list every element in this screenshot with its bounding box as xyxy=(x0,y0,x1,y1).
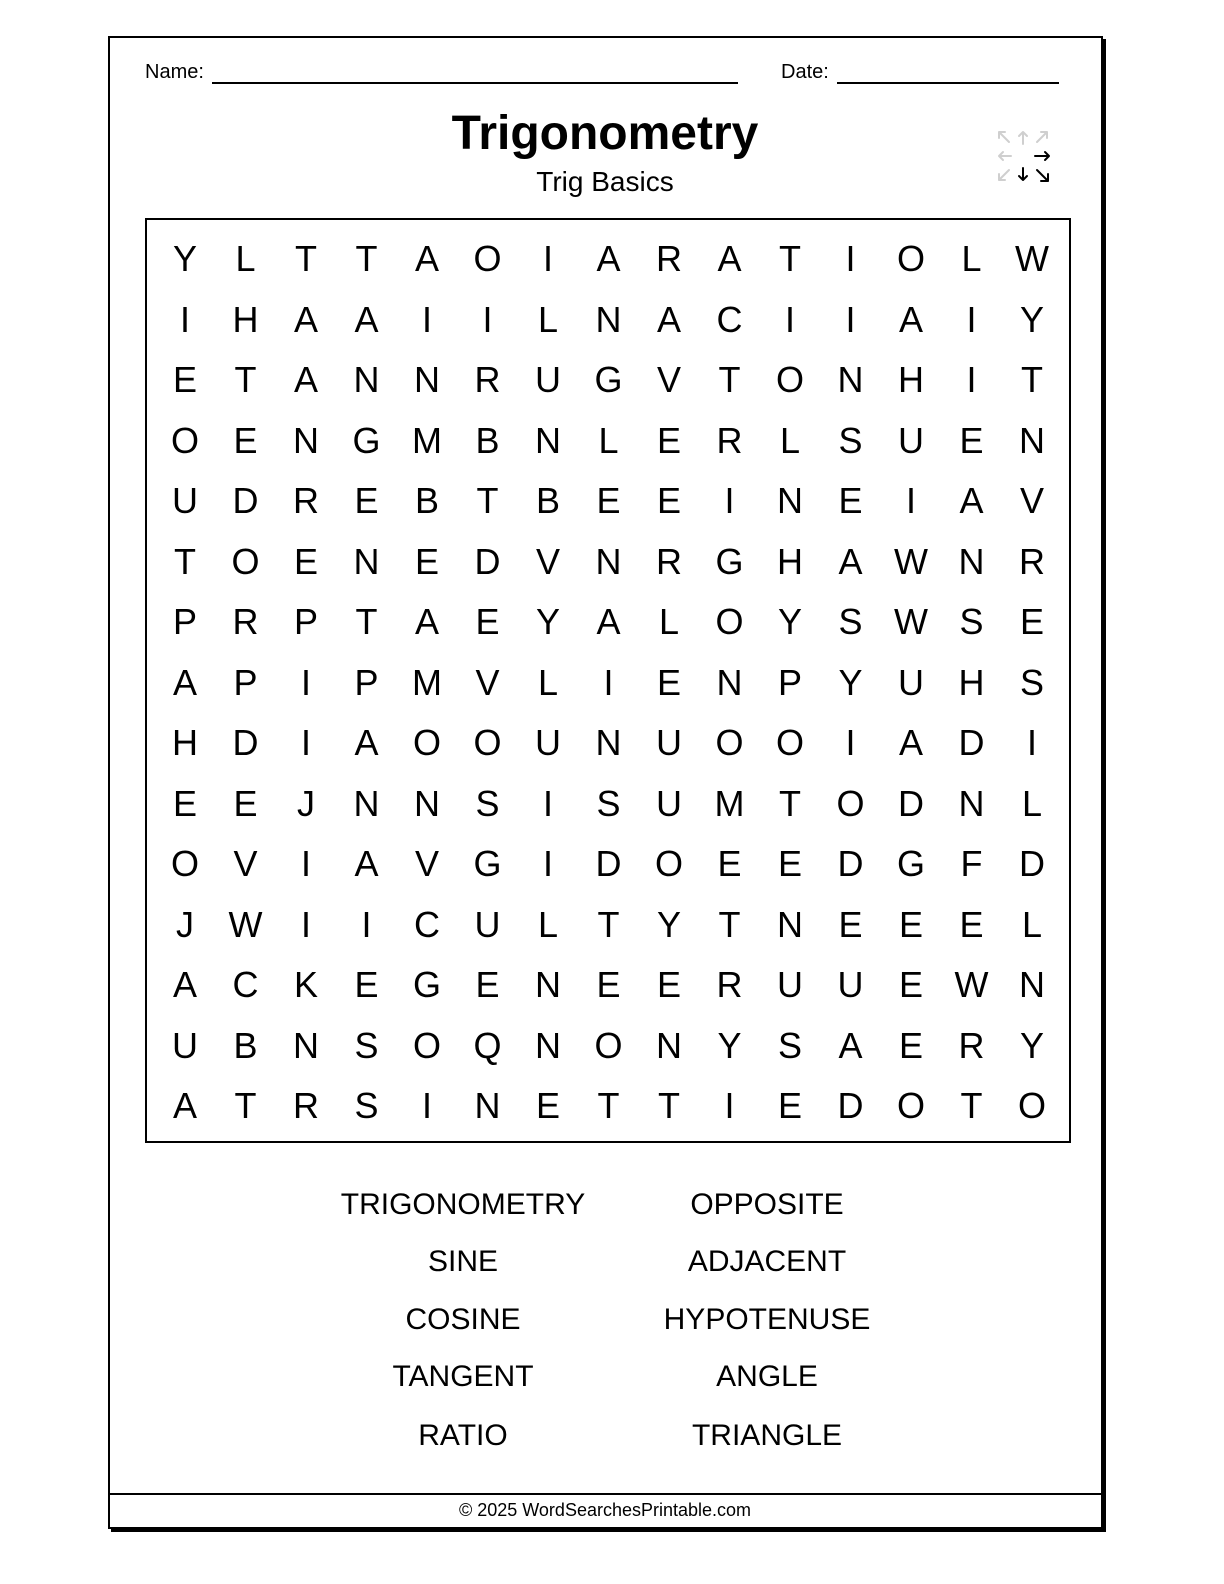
grid-letter[interactable]: D xyxy=(898,782,924,824)
grid-letter[interactable]: I xyxy=(845,238,856,279)
grid-letter[interactable]: I xyxy=(300,661,311,703)
grid-letter[interactable]: T xyxy=(1021,359,1043,400)
grid-letter[interactable]: N xyxy=(958,540,985,582)
grid-letter[interactable]: U xyxy=(656,782,682,824)
grid-letter[interactable]: L xyxy=(658,601,680,642)
grid-letter[interactable]: O xyxy=(170,843,199,884)
grid-letter[interactable]: R xyxy=(958,1024,985,1066)
grid-letter[interactable]: G xyxy=(352,419,381,461)
grid-letter[interactable]: Y xyxy=(172,238,197,279)
name-line[interactable] xyxy=(212,60,738,84)
grid-letter[interactable]: S xyxy=(475,782,500,824)
grid-letter[interactable]: A xyxy=(596,601,621,642)
grid-letter[interactable]: T xyxy=(355,238,378,279)
grid-letter[interactable]: O xyxy=(170,419,199,461)
grid-letter[interactable]: N xyxy=(535,419,561,461)
grid-letter[interactable]: T xyxy=(234,359,257,400)
grid-letter[interactable]: V xyxy=(414,843,439,884)
copyright-footer: © 2025 WordSearchesPrintable.com xyxy=(458,1500,752,1520)
grid-letter[interactable]: E xyxy=(656,480,681,521)
grid-letter[interactable]: I xyxy=(966,298,977,340)
word-list-item: ADJACENT xyxy=(687,1245,847,1278)
grid-letter[interactable]: N xyxy=(777,903,803,945)
grid-letter[interactable]: E xyxy=(354,480,379,521)
grid-letter[interactable]: R xyxy=(716,419,743,461)
grid-letter[interactable]: N xyxy=(716,661,743,703)
grid-letter[interactable]: A xyxy=(414,601,439,642)
grid-letter[interactable]: E xyxy=(172,359,197,400)
grid-letter[interactable]: Y xyxy=(717,1024,742,1066)
grid-letter[interactable]: C xyxy=(232,964,259,1005)
grid-letter[interactable]: I xyxy=(845,722,856,763)
grid-letter[interactable]: K xyxy=(293,964,318,1005)
grid-letter[interactable]: L xyxy=(1021,782,1043,824)
grid-letter[interactable]: G xyxy=(715,540,744,582)
grid-letter[interactable]: S xyxy=(838,419,863,461)
word-list-item: HYPOTENUSE xyxy=(663,1303,871,1336)
grid-letter[interactable]: S xyxy=(777,1024,802,1066)
grid-letter[interactable]: W xyxy=(954,964,989,1005)
grid-letter[interactable]: I xyxy=(361,903,372,945)
grid-letter[interactable]: I xyxy=(905,480,916,521)
grid-letter[interactable]: U xyxy=(535,359,561,400)
grid-letter[interactable]: I xyxy=(300,903,311,945)
letter-grid xyxy=(145,218,1071,1143)
grid-letter[interactable]: A xyxy=(717,238,742,279)
grid-letter[interactable]: M xyxy=(714,782,745,824)
grid-letter[interactable]: Q xyxy=(473,1024,502,1066)
grid-letter[interactable]: N xyxy=(353,540,380,582)
grid-letter[interactable]: G xyxy=(896,843,925,884)
grid-letter[interactable]: N xyxy=(414,359,440,400)
grid-letter[interactable]: U xyxy=(172,480,198,521)
grid-letter[interactable]: N xyxy=(293,1024,319,1066)
grid-letter[interactable]: I xyxy=(845,298,856,340)
grid-letter[interactable]: G xyxy=(594,359,623,400)
grid-letter[interactable]: N xyxy=(293,419,319,461)
word-list-item: SINE xyxy=(427,1245,499,1278)
date-label: Date: xyxy=(781,61,829,83)
grid-letter[interactable]: O xyxy=(896,238,925,279)
grid-letter[interactable]: S xyxy=(959,601,984,642)
name-field[interactable] xyxy=(145,60,738,84)
word-list-item: TRIGONOMETRY xyxy=(340,1188,586,1221)
grid-letter[interactable]: C xyxy=(716,298,743,340)
grid-letter[interactable]: B xyxy=(535,480,560,521)
grid-letter[interactable]: I xyxy=(724,480,735,521)
grid-letter[interactable]: O xyxy=(654,843,683,884)
grid-letter[interactable]: G xyxy=(473,843,502,884)
grid-letter[interactable]: R xyxy=(656,238,682,279)
grid-letter[interactable]: E xyxy=(898,903,923,945)
grid-letter[interactable]: F xyxy=(960,843,983,884)
grid-letter[interactable]: N xyxy=(535,1024,561,1066)
grid-letter[interactable]: E xyxy=(656,661,681,703)
grid-letter[interactable]: L xyxy=(537,661,559,703)
grid-letter[interactable]: O xyxy=(412,1024,441,1066)
grid-letter[interactable]: E xyxy=(233,419,258,461)
grid-letter[interactable]: D xyxy=(595,843,622,884)
grid-letter[interactable]: I xyxy=(300,843,311,884)
grid-letter[interactable]: N xyxy=(474,1085,501,1126)
grid-letter[interactable]: E xyxy=(475,964,500,1005)
grid-letter[interactable]: E xyxy=(898,964,923,1005)
grid-letter[interactable]: O xyxy=(775,722,804,763)
grid-letter[interactable]: E xyxy=(172,782,197,824)
grid-letter[interactable]: E xyxy=(898,1024,923,1066)
grid-letter[interactable]: V xyxy=(233,843,258,884)
grid-letter[interactable]: L xyxy=(235,238,256,279)
grid-letter[interactable]: O xyxy=(715,601,744,642)
grid-letter[interactable]: A xyxy=(354,298,379,340)
grid-letter[interactable]: I xyxy=(784,298,795,340)
grid-letter[interactable]: E xyxy=(475,601,500,642)
grid-letter[interactable]: E xyxy=(656,964,681,1005)
grid-letter[interactable]: H xyxy=(777,540,803,582)
grid-letter[interactable]: P xyxy=(354,661,379,703)
grid-letter[interactable]: E xyxy=(838,480,863,521)
grid-letter[interactable]: R xyxy=(1019,540,1045,582)
grid-letter[interactable]: I xyxy=(542,238,553,279)
grid-letter[interactable]: R xyxy=(474,359,501,400)
grid-letter[interactable]: T xyxy=(658,1085,680,1126)
grid-letter[interactable]: E xyxy=(838,903,863,945)
grid-letter[interactable]: Y xyxy=(838,661,863,703)
grid-letter[interactable]: R xyxy=(293,480,319,521)
grid-letter[interactable]: D xyxy=(837,843,864,884)
grid-letter[interactable]: T xyxy=(355,601,378,642)
grid-letter[interactable]: A xyxy=(293,359,318,400)
grid-letter[interactable]: M xyxy=(412,661,442,703)
grid-letter[interactable]: T xyxy=(779,782,801,824)
grid-letter[interactable]: N xyxy=(353,782,380,824)
grid-letter[interactable]: B xyxy=(414,480,439,521)
grid-letter[interactable]: E xyxy=(656,419,681,461)
grid-letter[interactable]: N xyxy=(595,298,622,340)
grid-letter[interactable]: E xyxy=(535,1085,560,1126)
grid-letter[interactable]: N xyxy=(656,1024,682,1066)
grid-letter[interactable]: N xyxy=(595,722,622,763)
grid-letter[interactable]: U xyxy=(656,722,682,763)
grid-letter[interactable]: I xyxy=(421,298,432,340)
grid-letter[interactable]: J xyxy=(297,782,315,824)
grid-letter[interactable]: I xyxy=(1026,722,1037,763)
grid-letter[interactable]: A xyxy=(656,298,681,340)
grid-letter[interactable]: T xyxy=(718,359,741,400)
grid-letter[interactable]: L xyxy=(779,419,801,461)
grid-letter[interactable]: E xyxy=(777,1085,802,1126)
grid-letter[interactable]: L xyxy=(598,419,619,461)
grid-letter[interactable]: O xyxy=(775,359,804,400)
grid-letter[interactable]: E xyxy=(233,782,258,824)
grid-letter[interactable]: S xyxy=(354,1085,379,1126)
direction-arrows-icon xyxy=(995,128,1055,186)
grid-letter[interactable]: T xyxy=(718,903,741,945)
grid-letter[interactable]: E xyxy=(354,964,379,1005)
grid-letter[interactable]: V xyxy=(475,661,500,703)
grid-letter[interactable]: W xyxy=(228,903,263,945)
grid-letter[interactable]: E xyxy=(293,540,318,582)
grid-letter[interactable]: I xyxy=(300,722,311,763)
grid-letter[interactable]: U xyxy=(172,1024,198,1066)
grid-letter[interactable]: R xyxy=(656,540,682,582)
grid-letter[interactable]: O xyxy=(594,1024,623,1066)
grid-letter[interactable]: H xyxy=(232,298,259,340)
grid-letter[interactable]: E xyxy=(1019,601,1044,642)
word-list-item: OPPOSITE xyxy=(690,1188,844,1221)
grid-letter[interactable]: E xyxy=(777,843,802,884)
grid-letter[interactable]: A xyxy=(172,661,197,703)
grid-letter[interactable]: I xyxy=(603,661,614,703)
grid-letter[interactable]: N xyxy=(353,359,380,400)
grid-letter[interactable]: T xyxy=(779,238,801,279)
grid-letter[interactable]: A xyxy=(293,298,318,340)
name-label: Name: xyxy=(145,61,204,83)
grid-letter[interactable]: O xyxy=(473,722,502,763)
grid-letter[interactable]: T xyxy=(960,1085,983,1126)
grid-letter[interactable]: N xyxy=(958,782,985,824)
grid-letter[interactable]: A xyxy=(414,238,439,279)
grid-letter[interactable]: N xyxy=(1019,419,1045,461)
grid-letter[interactable]: E xyxy=(596,480,621,521)
grid-letter[interactable]: U xyxy=(898,419,924,461)
grid-letter[interactable]: L xyxy=(537,903,559,945)
grid-letter[interactable]: E xyxy=(717,843,742,884)
grid-letter[interactable]: B xyxy=(475,419,500,461)
grid-letter[interactable]: D xyxy=(1019,843,1045,884)
grid-letter[interactable]: G xyxy=(412,964,441,1005)
grid-letter[interactable]: O xyxy=(896,1085,925,1126)
grid-letter[interactable]: R xyxy=(293,1085,319,1126)
grid-letter[interactable]: I xyxy=(542,843,553,884)
grid-letter[interactable]: W xyxy=(894,540,928,582)
grid-letter[interactable]: V xyxy=(535,540,560,582)
grid-letter[interactable]: A xyxy=(898,298,923,340)
grid-letter[interactable]: E xyxy=(596,964,621,1005)
grid-letter[interactable]: N xyxy=(595,540,622,582)
grid-letter[interactable]: D xyxy=(232,480,259,521)
grid-letter[interactable]: R xyxy=(232,601,259,642)
word-list-item: TANGENT xyxy=(392,1360,534,1393)
grid-letter[interactable]: N xyxy=(414,782,440,824)
grid-letter[interactable]: T xyxy=(597,903,620,945)
grid-letter[interactable]: L xyxy=(1021,903,1043,945)
date-field[interactable] xyxy=(781,60,1059,84)
grid-letter[interactable]: I xyxy=(179,298,190,340)
grid-letter[interactable]: E xyxy=(414,540,439,582)
page-title: Trigonometry xyxy=(451,107,759,160)
grid-letter[interactable]: U xyxy=(837,964,864,1005)
grid-letter[interactable]: O xyxy=(231,540,260,582)
grid-letter[interactable]: A xyxy=(172,964,197,1005)
grid-letter[interactable]: J xyxy=(176,903,194,945)
grid-letter[interactable]: D xyxy=(474,540,501,582)
grid-letter[interactable]: S xyxy=(596,782,621,824)
footer-divider xyxy=(108,1493,1103,1495)
grid-letter[interactable]: I xyxy=(421,1085,432,1126)
grid-letter[interactable]: O xyxy=(836,782,865,824)
grid-letter[interactable]: E xyxy=(959,903,984,945)
word-list-item: TRIANGLE xyxy=(691,1419,843,1452)
grid-letter[interactable]: L xyxy=(961,238,982,279)
grid-letter[interactable]: R xyxy=(716,964,743,1005)
grid-letter[interactable]: O xyxy=(715,722,744,763)
grid-letter[interactable]: A xyxy=(959,480,984,521)
grid-letter[interactable]: H xyxy=(898,359,924,400)
word-list-item: COSINE xyxy=(405,1303,521,1336)
grid-letter[interactable]: U xyxy=(777,964,803,1005)
grid-letter[interactable]: P xyxy=(293,601,318,642)
grid-letter[interactable]: Y xyxy=(777,601,802,642)
grid-letter[interactable]: A xyxy=(838,1024,863,1066)
grid-letter[interactable]: S xyxy=(354,1024,379,1066)
grid-letter[interactable]: S xyxy=(1019,661,1044,703)
grid-letter[interactable]: N xyxy=(1019,964,1045,1005)
page-subtitle: Trig Basics xyxy=(536,166,674,197)
grid-letter[interactable]: Y xyxy=(535,601,560,642)
grid-letter[interactable]: I xyxy=(966,359,977,400)
grid-letter[interactable]: N xyxy=(777,480,803,521)
grid-letter[interactable]: T xyxy=(295,238,317,279)
grid-letter[interactable]: U xyxy=(898,661,924,703)
grid-letter[interactable]: D xyxy=(232,722,259,763)
grid-letter[interactable]: T xyxy=(476,480,499,521)
grid-letter[interactable]: L xyxy=(537,298,559,340)
grid-letter[interactable]: U xyxy=(474,903,501,945)
word-list-item: RATIO xyxy=(418,1419,508,1452)
grid-letter[interactable]: N xyxy=(535,964,561,1005)
grid-letter[interactable]: E xyxy=(959,419,984,461)
grid-letter[interactable]: P xyxy=(777,661,802,703)
grid-letter[interactable]: I xyxy=(724,1085,735,1126)
grid-letter[interactable]: N xyxy=(837,359,864,400)
grid-letter[interactable]: S xyxy=(838,601,863,642)
grid-letter[interactable]: Y xyxy=(1019,298,1044,340)
grid-letter[interactable]: H xyxy=(172,722,198,763)
grid-letter[interactable]: T xyxy=(174,540,196,582)
grid-letter[interactable]: O xyxy=(1017,1085,1046,1126)
grid-letter[interactable]: V xyxy=(656,359,681,400)
grid-letter[interactable]: Y xyxy=(656,903,681,945)
grid-letter[interactable]: O xyxy=(412,722,441,763)
grid-letter[interactable]: O xyxy=(473,238,502,279)
grid-letter[interactable]: A xyxy=(354,722,379,763)
grid-letter[interactable]: D xyxy=(837,1085,864,1126)
grid-letter[interactable]: U xyxy=(535,722,561,763)
grid-letter[interactable]: A xyxy=(172,1085,197,1126)
grid-letter[interactable]: P xyxy=(233,661,258,703)
grid-letter[interactable]: T xyxy=(597,1085,620,1126)
grid-letter[interactable]: H xyxy=(958,661,985,703)
date-line[interactable] xyxy=(837,60,1059,84)
grid-letter[interactable]: A xyxy=(838,540,863,582)
grid-letter[interactable]: C xyxy=(414,903,440,945)
grid-letter[interactable]: D xyxy=(958,722,985,763)
grid-letter[interactable]: I xyxy=(482,298,493,340)
grid-letter[interactable]: A xyxy=(354,843,379,884)
grid-letter[interactable]: M xyxy=(412,419,442,461)
grid-letter[interactable]: V xyxy=(1019,480,1044,521)
grid-letter[interactable]: I xyxy=(542,782,553,824)
word-list-item: ANGLE xyxy=(716,1360,818,1393)
grid-letter[interactable]: A xyxy=(596,238,621,279)
grid-letter[interactable]: W xyxy=(1015,238,1049,279)
grid-letter[interactable]: P xyxy=(172,601,197,642)
grid-letter[interactable]: B xyxy=(233,1024,258,1066)
grid-letter[interactable]: T xyxy=(234,1085,257,1126)
grid-letter[interactable]: A xyxy=(898,722,923,763)
grid-letter[interactable]: W xyxy=(894,601,928,642)
grid-letter[interactable]: Y xyxy=(1019,1024,1044,1066)
